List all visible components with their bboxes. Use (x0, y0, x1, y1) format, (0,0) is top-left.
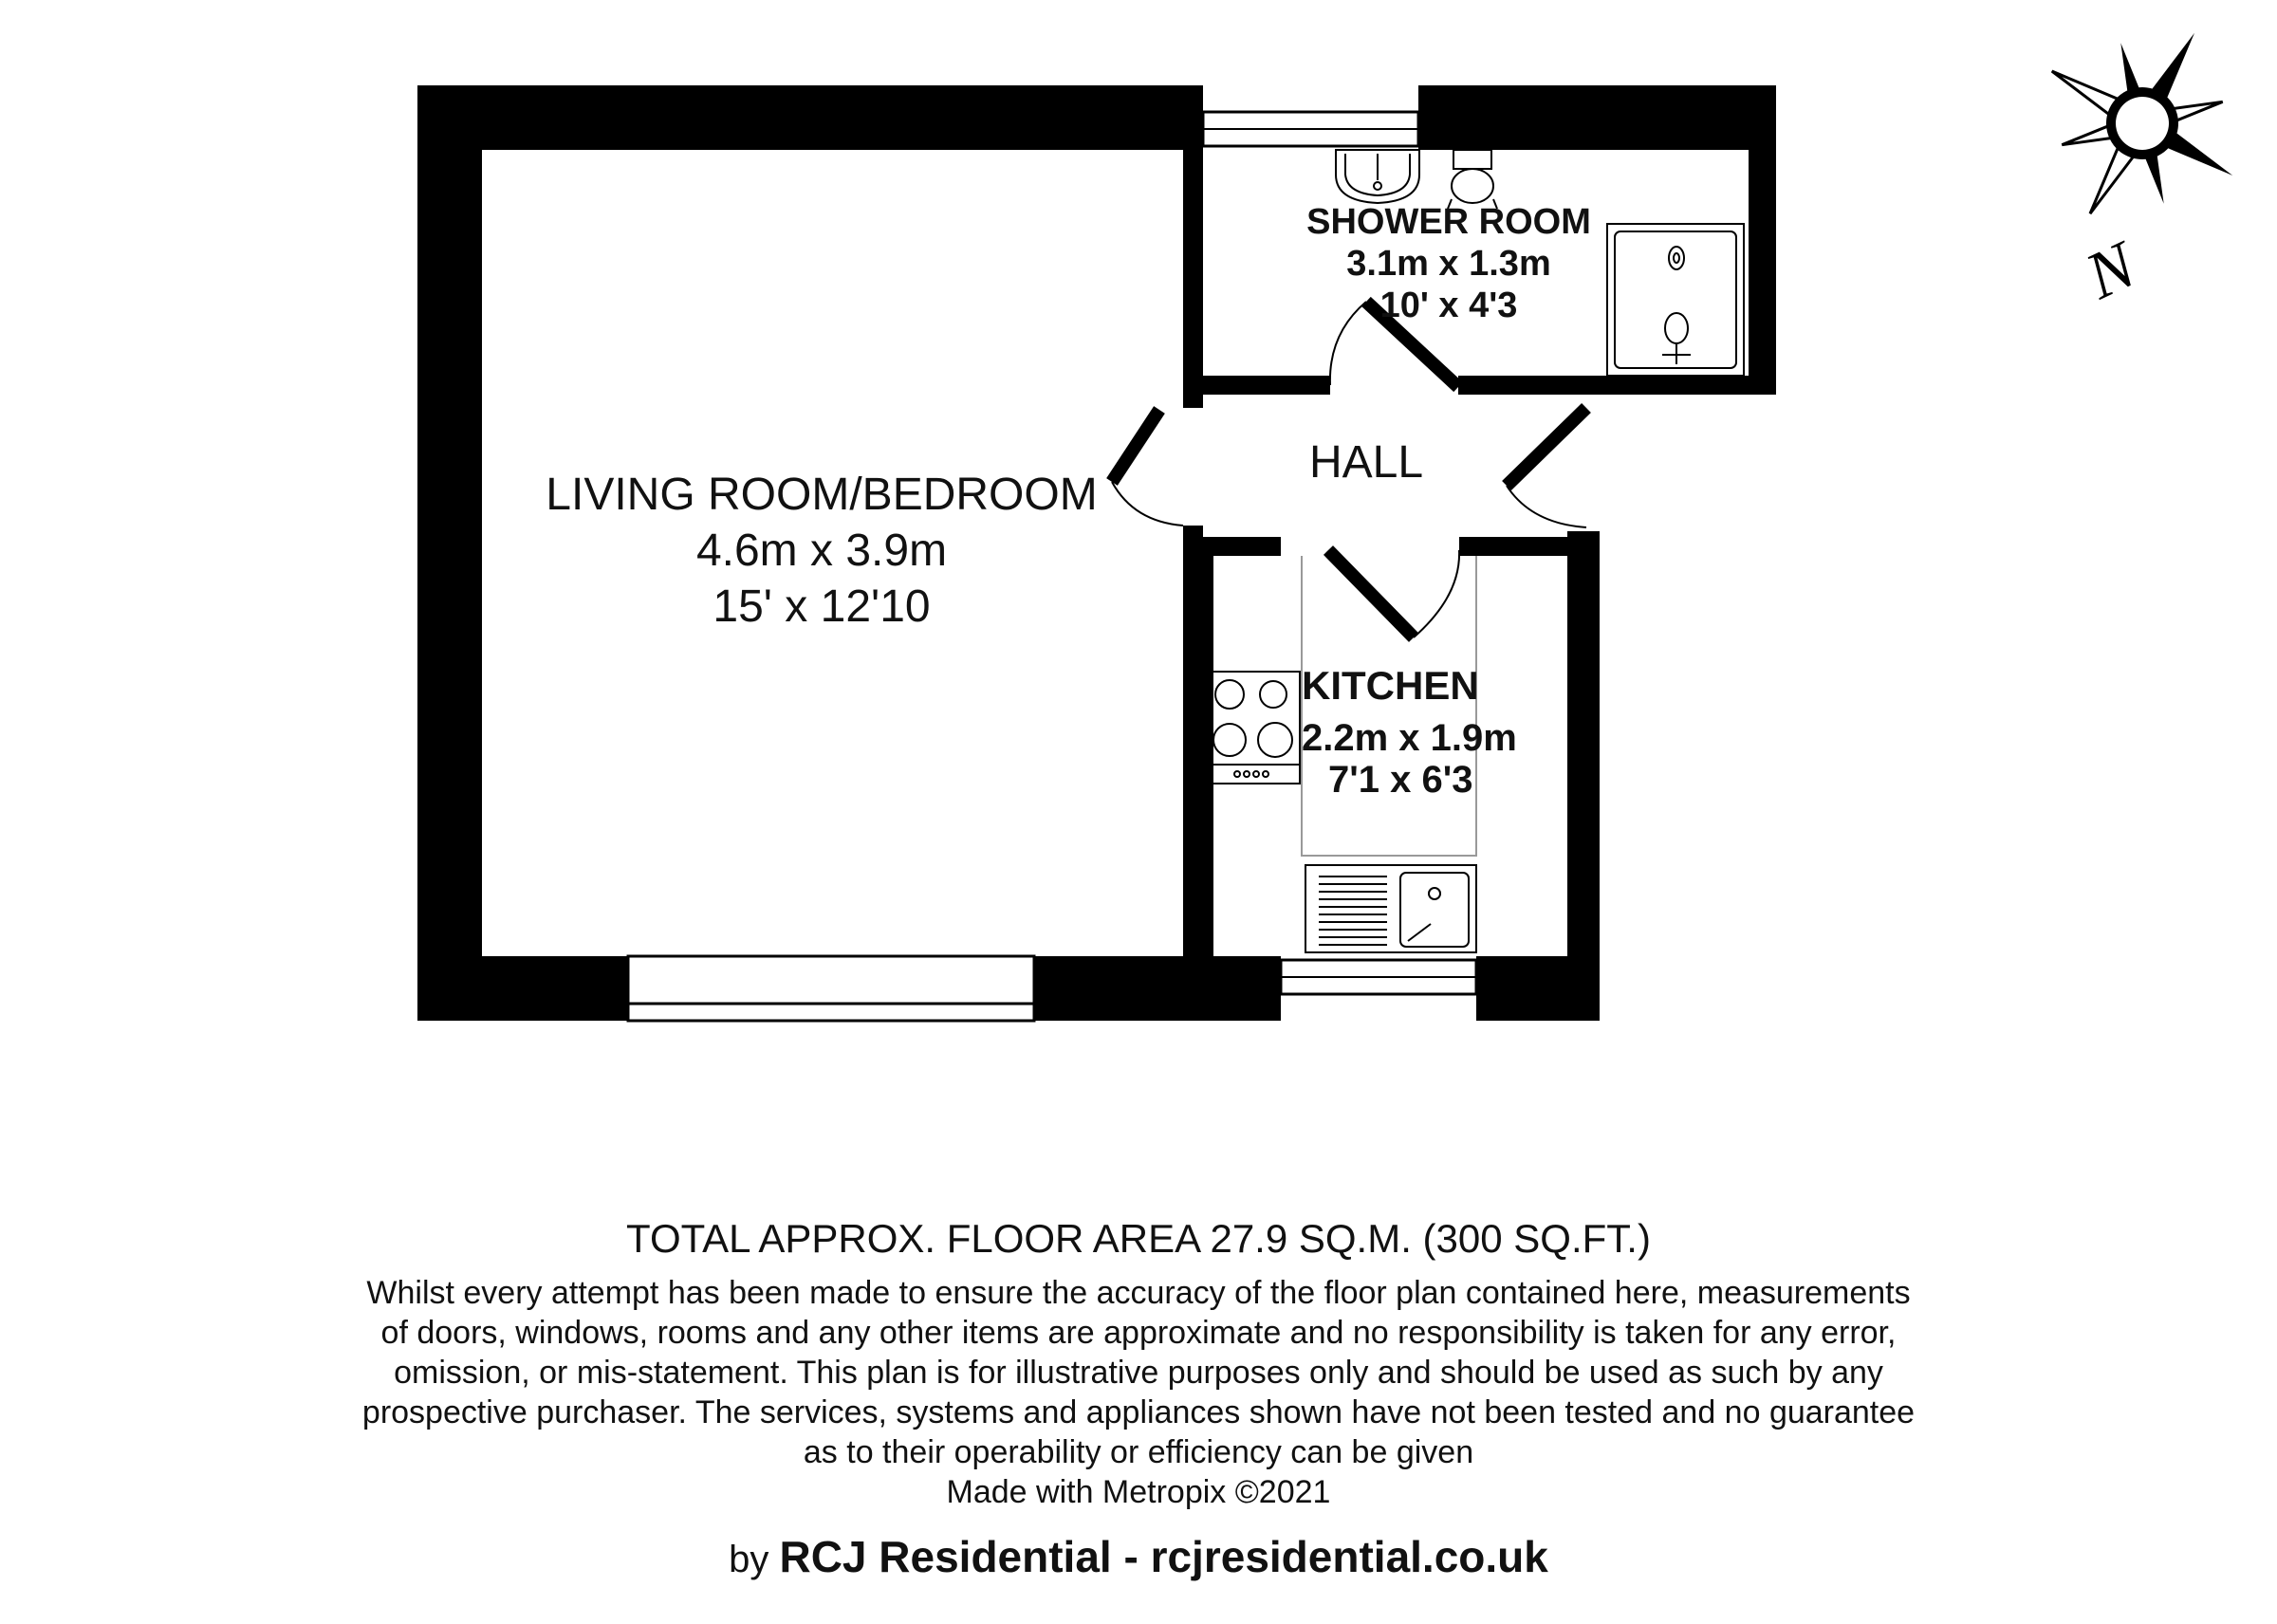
living-room-window (628, 956, 1034, 1021)
hall-label (1290, 438, 1442, 489)
shower-room-name: SHOWER ROOM (1306, 202, 1591, 242)
kitchen-window (1281, 960, 1476, 994)
shower-room-window (1203, 112, 1418, 146)
kitchen-imperial: 7'1 x 6'3 (1328, 759, 1473, 802)
shower-tray-icon (1607, 224, 1744, 376)
agency-prefix: by (729, 1539, 780, 1580)
wash-basin-icon (1336, 150, 1419, 203)
living-room-metric: 4.6m x 3.9m (695, 525, 948, 576)
disclaimer (0, 1273, 2277, 1512)
disclaimer-line: as to their operability or efficiency can be given (803, 1434, 1474, 1470)
living-room-label (490, 471, 1154, 632)
north-label: N (2075, 228, 2147, 314)
external-door (1507, 408, 1586, 527)
disclaimer-line: of doors, windows, rooms and any other items are approximate and no responsibility is taken for any error, (380, 1315, 1897, 1351)
living-room-name: LIVING ROOM/BEDROOM (546, 470, 1098, 520)
toilet-icon (1448, 150, 1497, 209)
agency-credit (0, 1531, 2277, 1582)
kitchen-metric: 2.2m x 1.9m (1302, 717, 1517, 760)
disclaimer-line: prospective purchaser. The services, systems and appliances shown have not been tested and no guarantee (361, 1394, 1916, 1430)
kitchen-name: KITCHEN (1302, 663, 1479, 708)
total-floor-area: TOTAL APPROX. FLOOR AREA 27.9 SQ.M. (300 SQ.FT.) (626, 1216, 1651, 1261)
disclaimer-line: Whilst every attempt has been made to ensure the accuracy of the floor plan contained here, measurements (366, 1275, 1911, 1311)
agency-name: RCJ Residential - rcjresidential.co.uk (779, 1532, 1548, 1581)
compass-rose-icon (2000, 0, 2277, 266)
disclaimer-line: omission, or mis-statement. This plan is for illustrative purposes only and should be used as such by any (394, 1355, 1883, 1391)
kitchen-door (1328, 550, 1459, 637)
hob-icon (1207, 672, 1300, 784)
kitchen-sink-icon (1305, 865, 1476, 952)
shower-room-metric: 3.1m x 1.3m (1346, 243, 1551, 284)
shower-room-imperial: 10' x 4'3 (1379, 285, 1518, 325)
living-room-imperial: 15' x 12'10 (713, 581, 931, 632)
kitchen-label (1302, 664, 1539, 801)
made-with-credit: Made with Metropix ©2021 (946, 1474, 1331, 1510)
shower-room-label (1292, 203, 1605, 325)
hall-name: HALL (1308, 437, 1424, 488)
